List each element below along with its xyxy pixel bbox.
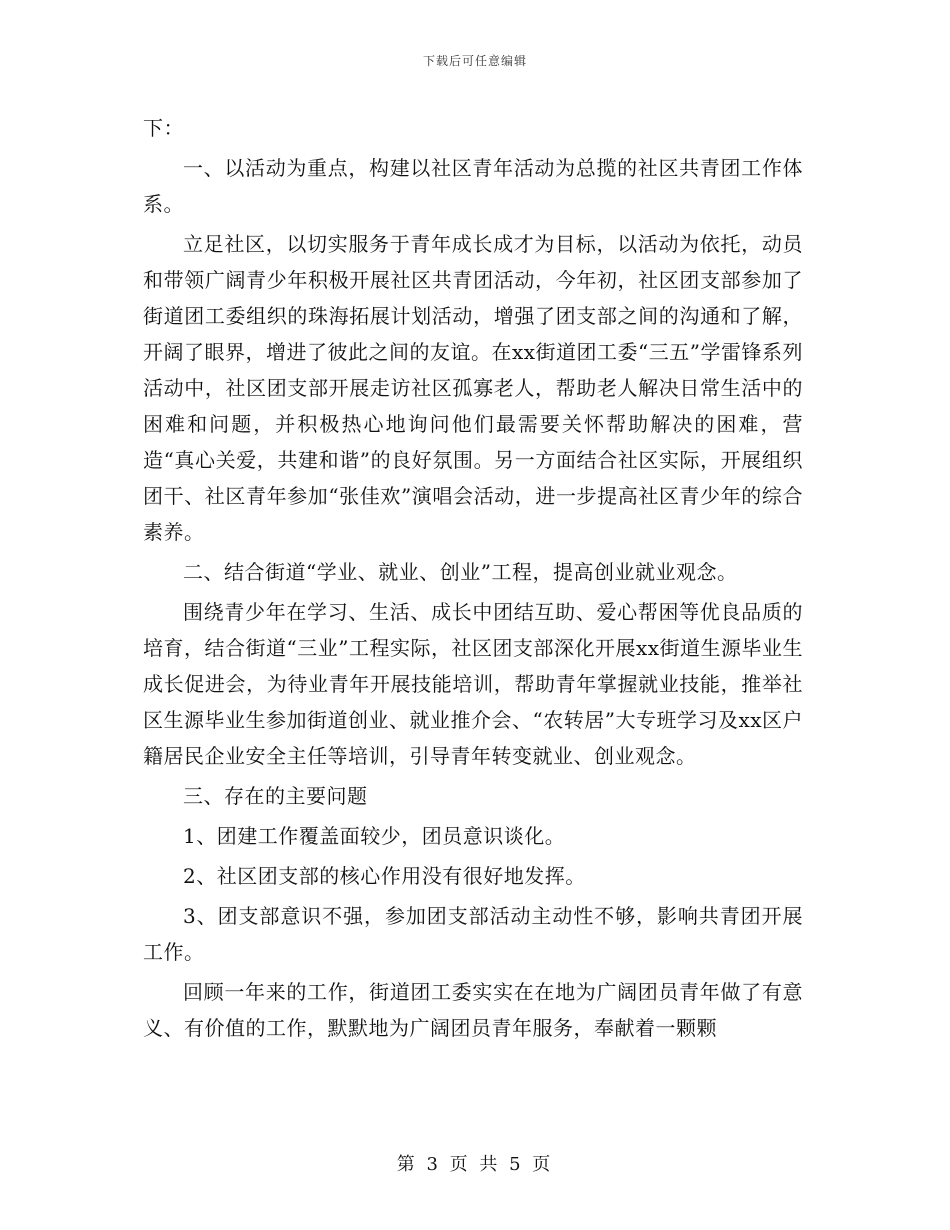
paragraph-9: 3、团支部意识不强，参加团支部活动主动性不够，影响共青团开展工作。 [143, 904, 803, 964]
paragraph-1: 下： [143, 116, 184, 140]
page-header: 下载后可任意编辑 [422, 54, 527, 68]
paragraph-8: 2、社区团支部的核心作用没有很好地发挥。 [183, 864, 586, 888]
paragraph-6: 三、存在的主要问题 [183, 784, 368, 808]
paragraph-10: 回顾一年来的工作，街道团工委实实在在地为广阔团员青年做了有意义、有价值的工作，默默地为广阔团员青年服务，奉献着一颗颗 [143, 980, 803, 1040]
paragraph-3: 立足社区，以切实服务于青年成长成才为目标，以活动为依托，动员和带领广阔青少年积极开展社区共青团活动，今年初，社区团支部参加了街道团工委组织的珠海拓展计划活动，增强了团支部之间的沟通和了解，开阔了眼界，增进了彼此之间的友谊。在xx街道团工委“三五”学雷锋系列活动中，社区团支部开展走访社区孤寡老人，帮助老人解决日常生活中的困难和问题，并积极热心地询问他们最需要关怀帮助解决的困难，营造“真心关爱，共建和谐”的良好氛围。另一方面结合社区实际，开展组织团干、社区青年参加“张佳欢”演唱会活动，进一步提高社区青少年的综合素养。 [143, 232, 804, 544]
paragraph-4: 二、结合街道“学业、就业、创业”工程，提高创业就业观念。 [183, 560, 738, 584]
paragraph-5: 围绕青少年在学习、生活、成长中团结互助、爱心帮困等优良品质的培育，结合街道“三业”工程实际，社区团支部深化开展xx街道生源毕业生成长促进会，为待业青年开展技能培训，帮助青年掌握就业技能，推举社区生源毕业生参加街道创业、就业推介会、“农转居”大专班学习及xx区户籍居民企业安全主任等培训，引导青年转变就业、创业观念。 [143, 600, 804, 768]
paragraph-7: 1、团建工作覆盖面较少，团员意识谈化。 [183, 824, 566, 848]
paragraph-2: 一、以活动为重点，构建以社区青年活动为总揽的社区共青团工作体系。 [143, 156, 803, 216]
document-body [143, 110, 803, 1050]
page-footer: 第 3 页 共 5 页 [396, 1154, 554, 1175]
